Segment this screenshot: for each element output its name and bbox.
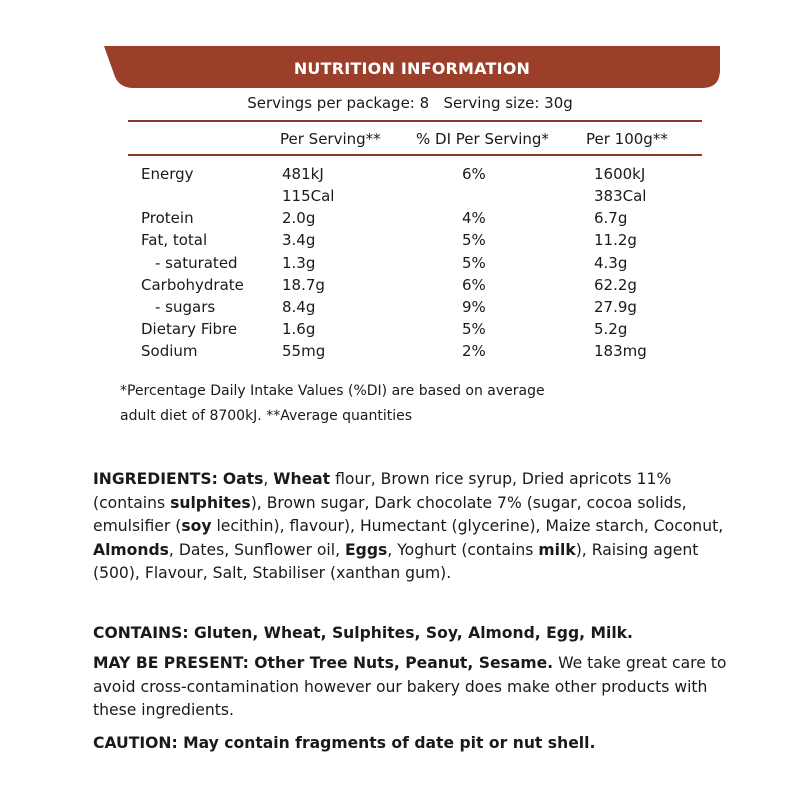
divider-header: [128, 154, 702, 156]
serving-size: Serving size: 30g: [443, 94, 573, 112]
row-per-serving: 3.4g: [282, 231, 316, 249]
ingredients-paragraph: [93, 468, 733, 586]
caution-statement: [93, 732, 733, 756]
row-per-serving: 55mg: [282, 342, 326, 360]
row-name: Carbohydrate: [141, 276, 244, 294]
row-name: Fat, total: [141, 231, 208, 249]
allergen-highlight: Oats: [222, 470, 264, 488]
footnote-line-2: adult diet of 8700kJ. **Average quantities: [120, 408, 413, 424]
ingredients-run: ), Brown sugar, Dark chocolate 7% (sugar, cocoa solids, emulsifier (: [93, 493, 687, 535]
row-per-serving: 18.7g: [282, 276, 325, 294]
contains-statement: [93, 622, 733, 646]
ingredients-run: lecithin), flavour), Humectant (glycerine), Maize starch, Coconut,: [211, 517, 724, 535]
column-header-di: % DI Per Serving*: [416, 130, 549, 148]
row-per-100g: 4.3g: [594, 254, 628, 272]
allergen-highlight: Eggs: [345, 540, 388, 559]
allergen-highlight: Wheat: [273, 470, 331, 488]
may-be-present-label: MAY BE PRESENT:: [93, 654, 249, 672]
row-per-serving: 2.0g: [282, 209, 316, 227]
contains-label: CONTAINS:: [93, 624, 189, 642]
caution-label: CAUTION:: [93, 734, 178, 752]
row-di: 5%: [462, 254, 486, 272]
ingredients-run: flour, Brown rice syrup, Dried apricots 11% (contains: [93, 470, 672, 512]
allergen-highlight: milk: [538, 540, 576, 559]
row-per-100g: 6.7g: [594, 209, 628, 227]
row-name: Sodium: [141, 342, 198, 360]
row-per-100g: 5.2g: [594, 320, 628, 338]
may-be-present-statement: [93, 652, 733, 723]
ingredients-run: ), Raising agent (500), Flavour, Salt, Stabiliser (xanthan gum).: [93, 540, 699, 582]
allergen-highlight: sulphites: [170, 493, 251, 512]
may-be-present-allergens: Other Tree Nuts, Peanut, Sesame.: [248, 654, 554, 672]
row-per-100g: 383Cal: [594, 187, 647, 205]
may-be-present-note: We take great care to avoid cross-contamination however our bakery does make other products with these ingredients.: [93, 654, 727, 719]
ingredients-run: , Dates, Sunflower oil,: [168, 540, 346, 559]
column-header-per-100g: Per 100g**: [586, 130, 668, 148]
row-name: Energy: [141, 165, 194, 183]
ingredients-run: , Yoghurt (contains: [387, 540, 539, 559]
row-name: - saturated: [155, 254, 238, 272]
row-di: 5%: [462, 231, 486, 249]
row-per-100g: 183mg: [594, 342, 647, 360]
divider-top: [128, 120, 702, 122]
column-header-per-serving: Per Serving**: [280, 130, 381, 148]
row-per-serving: 481kJ: [282, 165, 324, 183]
row-per-serving: 8.4g: [282, 298, 316, 316]
footnote-line-1: *Percentage Daily Intake Values (%DI) are based on average: [120, 383, 545, 399]
contains-allergens: Gluten, Wheat, Sulphites, Soy, Almond, Egg, Milk.: [188, 624, 633, 642]
caution-text: May contain fragments of date pit or nut shell.: [177, 734, 596, 752]
row-per-serving: 1.6g: [282, 320, 316, 338]
row-per-100g: 27.9g: [594, 298, 637, 316]
row-di: 2%: [462, 342, 486, 360]
row-di: 4%: [462, 209, 486, 227]
servings-per-package: Servings per package: 8: [247, 94, 430, 112]
servings-line: [120, 94, 700, 112]
row-di: 9%: [462, 298, 486, 316]
nutrition-header-banner: [104, 46, 720, 88]
row-di: 6%: [462, 276, 486, 294]
row-per-100g: 1600kJ: [594, 165, 646, 183]
row-di: 6%: [462, 165, 486, 183]
row-per-serving: 115Cal: [282, 187, 335, 205]
nutrition-title: NUTRITION INFORMATION: [293, 59, 531, 78]
row-per-serving: 1.3g: [282, 254, 316, 272]
row-di: 5%: [462, 320, 486, 338]
ingredients-run: ,: [263, 470, 274, 488]
allergen-highlight: soy: [181, 517, 212, 535]
row-name: Protein: [141, 209, 194, 227]
row-per-100g: 62.2g: [594, 276, 637, 294]
row-per-100g: 11.2g: [594, 231, 637, 249]
allergen-highlight: Almonds: [93, 540, 169, 559]
row-name: - sugars: [155, 298, 216, 316]
ingredients-label: INGREDIENTS:: [93, 470, 218, 488]
row-name: Dietary Fibre: [141, 320, 238, 338]
